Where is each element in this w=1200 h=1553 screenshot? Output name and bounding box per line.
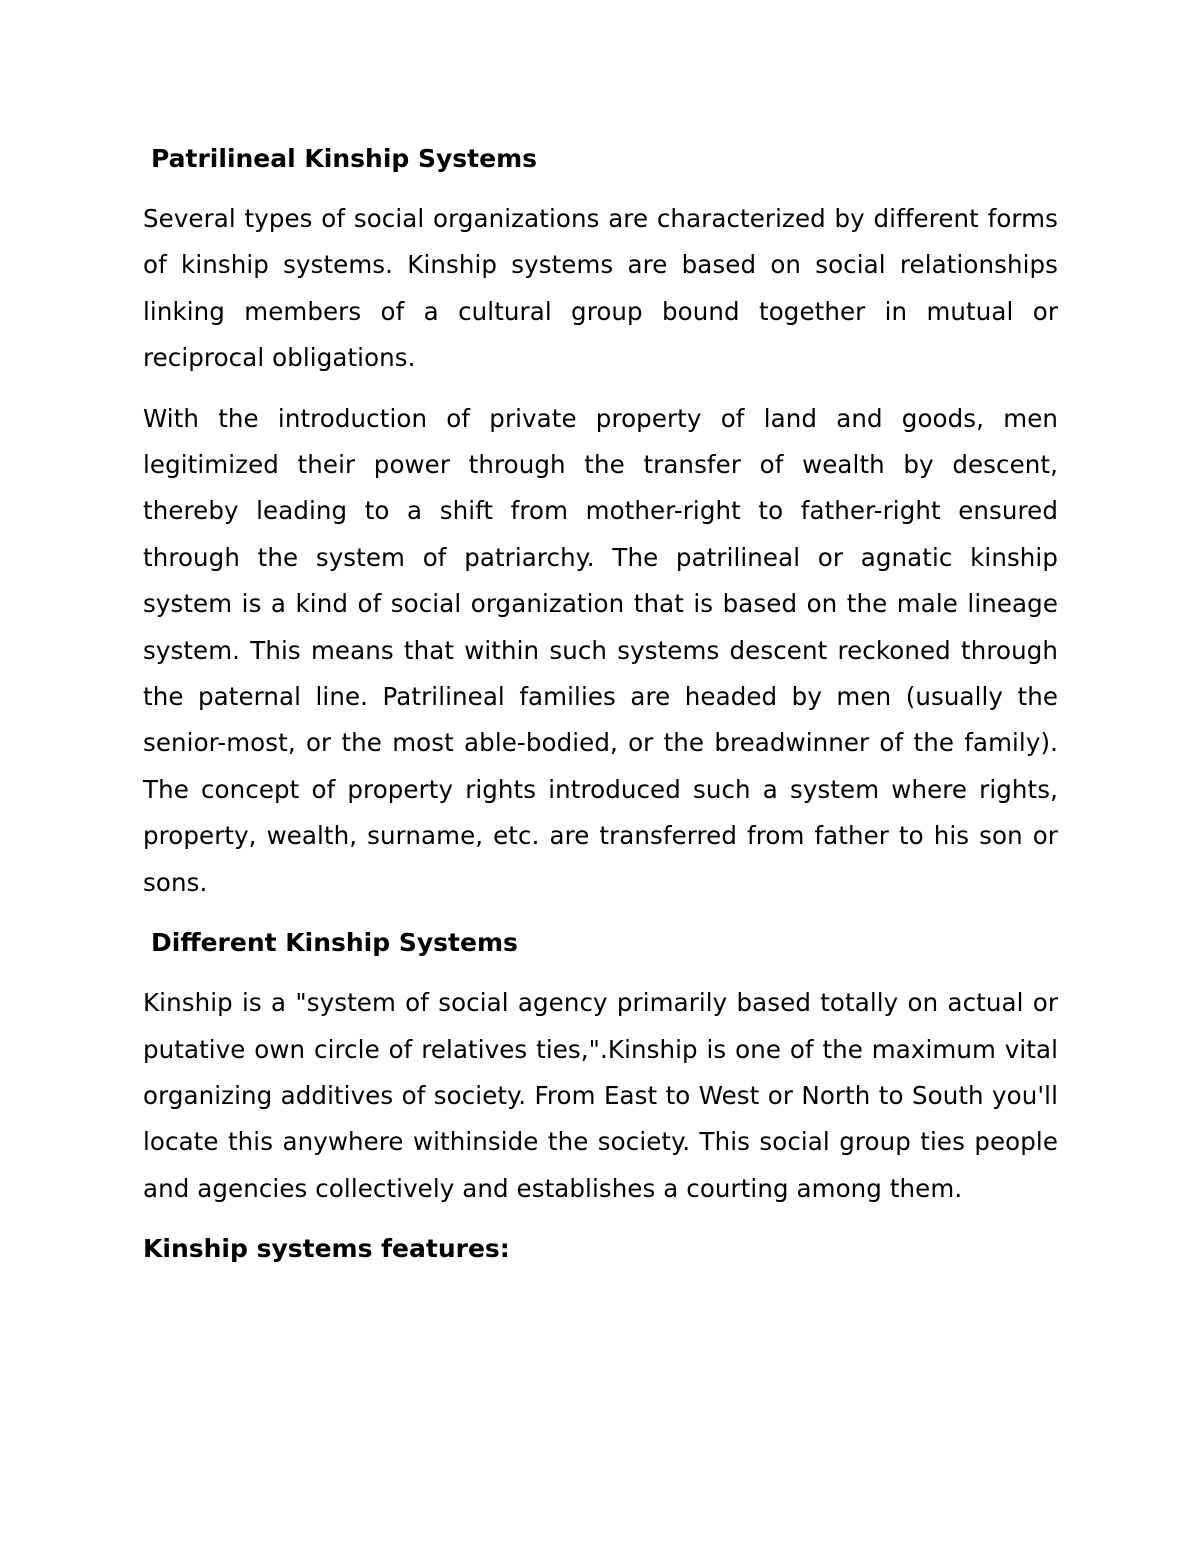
paragraph: With the introduction of private property of land and goods, men legitimized their power through the transfer of wealth by descent, thereby leading to a shift from mother-right to father-right ensured through the system of patriarchy. The patrilineal or agnatic kinship system is a kind of social organization that is based on the male lineage system. This means that within such systems descent reckoned through the paternal line. Patrilineal families are headed by men (usually the senior-most, or the most able-bodied, or the breadwinner of the family). The concept of property rights introduced such a system where rights, property, wealth, surname, etc. are transferred from father to his son or sons. [143,403,1058,897]
section-heading-different-kinship: Different Kinship Systems [151,928,518,958]
paragraph: Several types of social organizations are characterized by different forms of kinship systems. Kinship systems are based on social relationships linking members of a cultural group bound together in mutual or reciprocal obligations. [143,204,1058,373]
section-heading-features: Kinship systems features: [143,1234,510,1264]
paragraph: Kinship is a "system of social agency primarily based totally on actual or putative own circle of relatives ties,".Kinship is one of the maximum vital organizing additives of society. From East to West or North to South you'll locate this anywhere withinside the society. This social group ties people and agencies collectively and establishes a courting among them. [143,988,1058,1203]
document-page [143,136,1058,1272]
section-heading-patrilineal: Patrilineal Kinship Systems [151,144,538,173]
